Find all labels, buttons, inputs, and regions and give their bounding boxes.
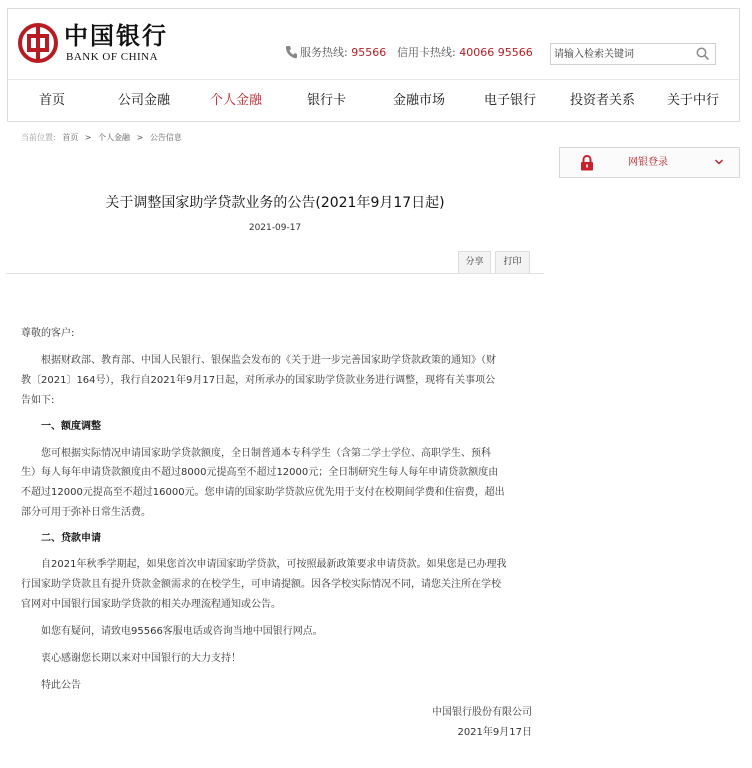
nav-item-cards[interactable]: 银行卡	[307, 93, 347, 108]
nav-item-investor[interactable]: 投资者关系	[570, 93, 636, 108]
article-date: 2021-09-17	[248, 223, 302, 233]
section-quota-line: 您可根据实际情况申请国家助学贷款额度，全日制普通本专科学生（含第二学士学位、高职学生、预科	[41, 448, 491, 459]
nav-item-markets[interactable]: 金融市场	[393, 93, 446, 108]
breadcrumb-separator: >	[84, 133, 92, 142]
intro-line: 告如下:	[21, 395, 55, 406]
logo-chinese-name: 中国银行	[64, 21, 168, 50]
share-button[interactable]: 分享	[458, 251, 491, 274]
intro-line: 根据财政部、教育部、中国人民银行、银保监会发布的《关于进一步完善国家助学贷款政策的通知》（财	[41, 355, 496, 366]
search-icon[interactable]	[696, 47, 710, 61]
credit-card-hotline-number: 40066 95566	[459, 46, 533, 59]
breadcrumb	[21, 133, 182, 143]
service-hotline	[300, 46, 386, 60]
section-quota-line: 不超过12000元提高至不超过16000元。您申请的国家助学贷款应优先用于支付在校期间学费和住宿费，超出	[21, 487, 505, 498]
logo-english-name: BANK OF CHINA	[66, 51, 159, 63]
thanks-line: 衷心感谢您长期以来对中国银行的大力支持！	[41, 653, 241, 664]
search-input[interactable]	[554, 46, 694, 62]
service-hotline-label: 服务热线:	[300, 46, 348, 59]
lock-icon	[580, 155, 594, 171]
print-button[interactable]: 打印	[495, 251, 530, 274]
chevron-down-icon[interactable]	[714, 157, 724, 167]
nav-item-home[interactable]: 首页	[39, 93, 66, 108]
login-label: 网银登录	[628, 157, 668, 168]
nav-item-corporate[interactable]: 公司金融	[118, 93, 171, 108]
service-hotline-number: 95566	[351, 46, 387, 59]
section-heading-application: 二、贷款申请	[41, 533, 101, 544]
article-divider	[6, 273, 544, 274]
breadcrumb-announcements[interactable]: 公告信息	[149, 133, 182, 142]
section-application-line: 自2021年秋季学期起，如果您首次申请国家助学贷款，可按照最新政策要求申请贷款。如果您是已办理我	[41, 559, 507, 570]
intro-line: 教〔2021〕164号），我行自2021年9月17日起，对所承办的国家助学贷款业务进行调整，现将有关事项公	[21, 375, 496, 386]
article-title: 关于调整国家助学贷款业务的公告(2021年9月17日起)	[105, 195, 445, 211]
boc-logo-icon	[18, 23, 58, 63]
nav-item-personal[interactable]: 个人金融	[210, 93, 263, 108]
main-nav	[8, 80, 739, 121]
breadcrumb-home[interactable]: 首页	[62, 133, 79, 142]
online-banking-login[interactable]	[559, 147, 740, 178]
section-application-line: 官网对中国银行国家助学贷款的相关办理流程通知或公告。	[21, 599, 281, 610]
breadcrumb-separator: >	[136, 133, 144, 142]
section-heading-quota: 一、额度调整	[41, 421, 101, 432]
nav-item-about[interactable]: 关于中行	[667, 93, 720, 108]
phone-icon	[285, 45, 297, 59]
search-box	[550, 43, 716, 65]
nav-item-ebanking[interactable]: 电子银行	[484, 93, 537, 108]
article-greeting: 尊敬的客户:	[21, 328, 75, 339]
breadcrumb-prefix: 当前位置:	[21, 133, 56, 142]
section-quota-line: 部分可用于弥补日常生活费。	[21, 507, 151, 518]
breadcrumb-personal[interactable]: 个人金融	[98, 133, 131, 142]
contact-line: 如您有疑问，请致电95566客服电话或咨询当地中国银行网点。	[41, 626, 323, 637]
section-quota-line: 生）每人每年申请贷款额度由不超过8000元提高至不超过12000元；全日制研究生每人每年申请贷款额度由	[21, 467, 499, 478]
credit-card-hotline	[397, 46, 533, 60]
signature-date: 2021年9月17日	[457, 727, 532, 738]
credit-card-hotline-label: 信用卡热线:	[397, 46, 456, 59]
closing-line: 特此公告	[41, 680, 81, 691]
signature-org: 中国银行股份有限公司	[432, 707, 532, 718]
section-application-line: 行国家助学贷款且有提升贷款金额需求的在校学生，可申请提额。因各学校实际情况不同，请您关注所在学校	[21, 579, 501, 590]
